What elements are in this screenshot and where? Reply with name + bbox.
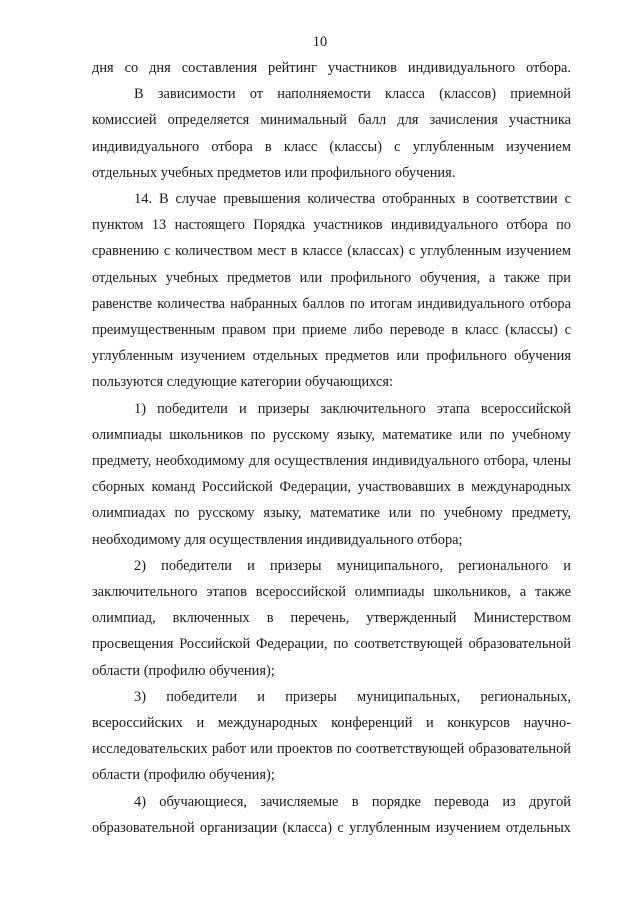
text-line: просвещения Российской Федерации, по соответствующей образовательной (92, 636, 571, 653)
text-line: с пунктом 13 настоящего Порядка участников индивидуального отбора (92, 191, 571, 234)
text-line: при равенстве количества набранных баллов по итогам индивидуального (92, 269, 571, 312)
text-line: олимпиады школьников по русскому языку, математике или по учебному (92, 426, 571, 443)
text-line: отбора преимущественным правом при приеме либо переводе в класс (классы) (92, 295, 571, 339)
text-line: сборных команд Российской Федерации, участвовавших в международных (92, 479, 571, 496)
text-line: определяется минимальный балл для зачисления участника индивидуального (92, 112, 571, 155)
text-line: обучения); (209, 767, 275, 784)
text-line: отбора в класс (классы) с углубленным изучением отдельных учебных (92, 138, 571, 181)
text-line: предмету, необходимому для осуществления индивидуального отбора, члены (92, 453, 571, 470)
text-line: В зависимости от наполняемости класса (классов) приемной комиссией (92, 86, 571, 129)
list-item-3 (92, 684, 571, 789)
text-line: олимпиадах по русскому языку, математике или по учебному предмету, (92, 505, 571, 522)
list-item-4 (92, 789, 571, 841)
text-line: области (профилю обучения); (92, 662, 275, 679)
text-line: с углубленным изучением отдельных предметов или профильного обучения (92, 322, 572, 365)
text-line: предметов или профильного обучения. (217, 164, 456, 181)
text-line: или проектов по соответствующей образовательной области (профилю (92, 741, 571, 784)
text-line: и заключительного этапов всероссийской олимпиады школьников, а также (92, 557, 571, 601)
text-line: по сравнению с количеством мест в классе (классах) с углубленным изучением (92, 217, 571, 260)
text-line: образовательной организации (класса) с углубленным изучением отдельных (92, 819, 571, 836)
text-line: 3) победители и призеры муниципальных, региональных, всероссийских (92, 688, 571, 732)
paragraph-min-score (92, 81, 571, 186)
text-line: пользуются следующие категории обучающихся: (92, 374, 393, 391)
text-line: необходимому для осуществления индивидуального отбора; (92, 531, 463, 548)
text-line: 1) победители и призеры заключительного этапа всероссийской (134, 400, 571, 417)
text-line: 4) обучающиеся, зачисляемые в порядке перевода из другой (134, 793, 571, 810)
paragraph-item-14 (92, 186, 571, 396)
document-body (92, 55, 571, 841)
paragraph-continuation (92, 55, 571, 81)
text-line: отдельных учебных предметов или профильного обучения, а также (92, 269, 540, 286)
text-line: 2) победители и призеры муниципального, регионального (134, 557, 549, 574)
text-line: олимпиад, включенных в перечень, утвержденный Министерством (92, 610, 571, 627)
text-line: и международных конференций и конкурсов научно-исследовательских работ (92, 715, 571, 758)
list-item-2 (92, 553, 571, 684)
page-number: 10 (312, 34, 328, 50)
text-line: 14. В случае превышения количества отобранных в соответствии (134, 191, 558, 208)
text-line: дня со дня составления рейтинг участников индивидуального отбора. (92, 60, 571, 76)
list-item-1 (92, 396, 571, 553)
